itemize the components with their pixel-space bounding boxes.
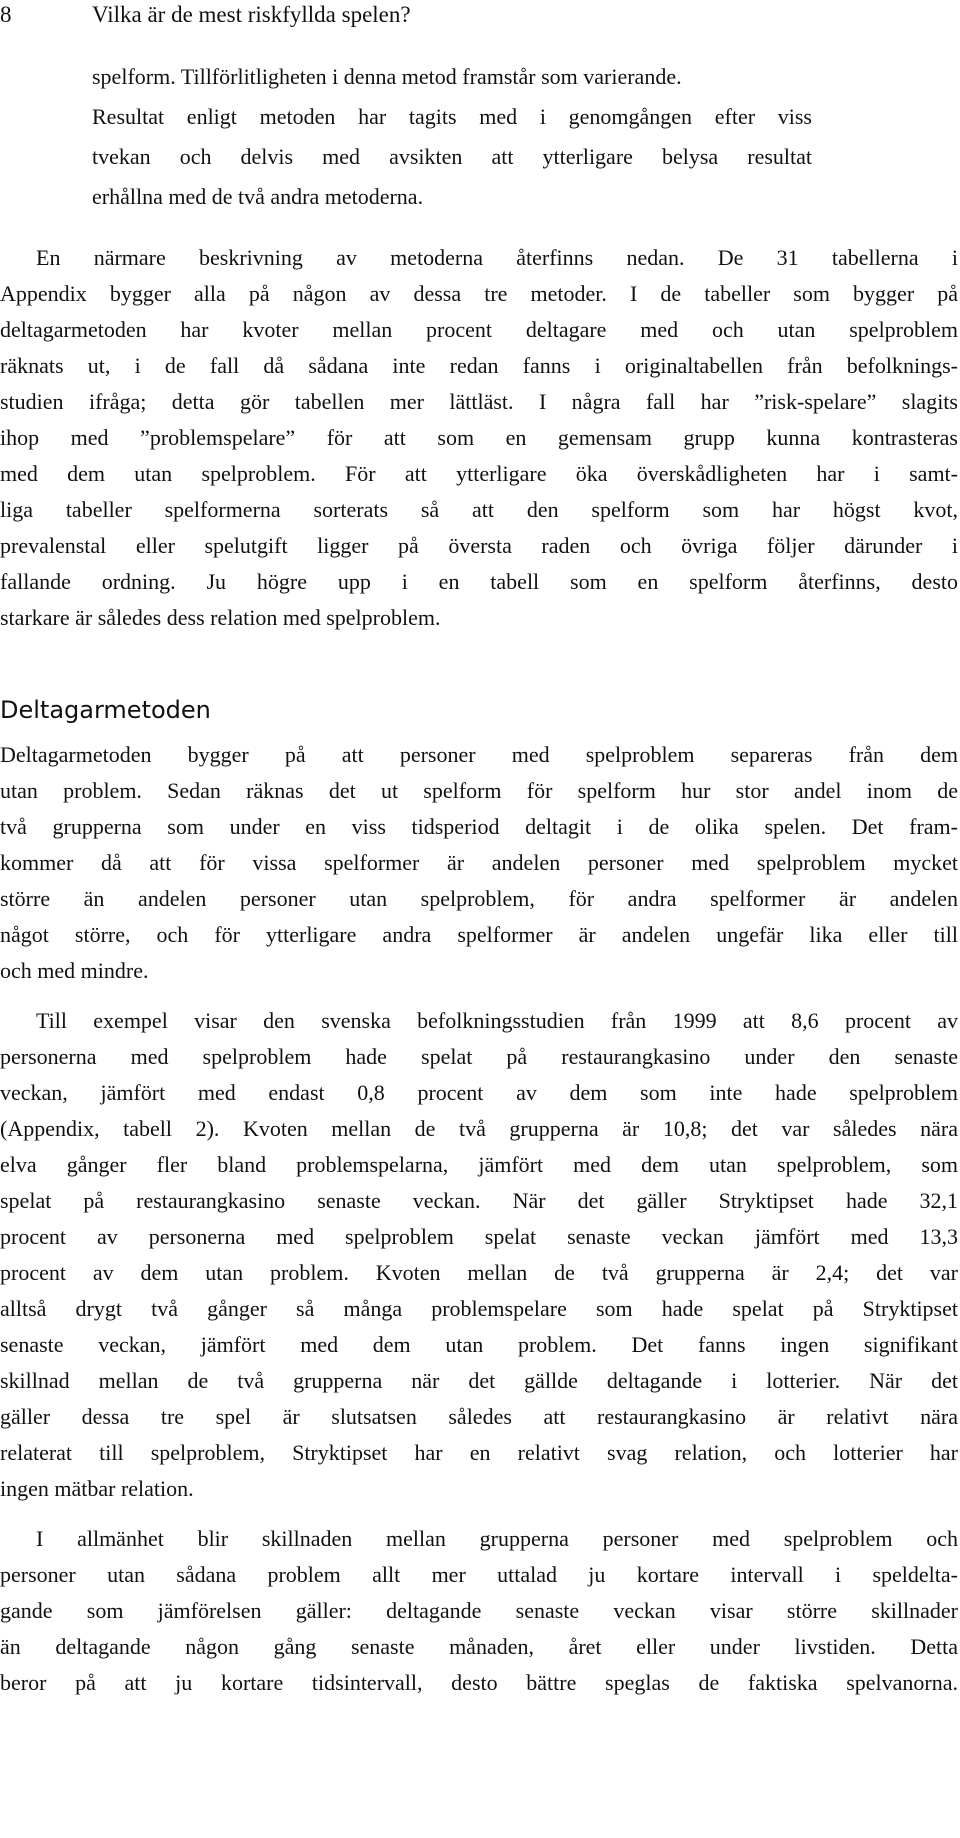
text-line: Appendix bygger alla på någon av dessa tre metoder. I de tabeller som bygger på <box>0 281 958 306</box>
text-line: En närmare beskrivning av metoderna återfinns nedan. De 31 tabellerna i <box>36 245 958 270</box>
text-line: spelform. Tillförlitligheten i denna metod framstår som varierande. <box>92 64 682 89</box>
text-line: liga tabeller spelformerna sorterats så att den spelform som har högst kvot, <box>0 497 958 522</box>
text-line: två grupperna som under en viss tidsperiod deltagit i de olika spelen. Det fram- <box>0 814 958 839</box>
text-line: än deltagande någon gång senaste månaden, året eller under livstiden. Detta <box>0 1634 958 1659</box>
text-line: med dem utan spelproblem. För att ytterligare öka överskådligheten har i samt- <box>0 461 958 486</box>
text-line: räknats ut, i de fall då sådana inte redan fanns i originaltabellen från befolknings- <box>0 353 958 378</box>
text-line: elva gånger fler bland problemspelarna, jämfört med dem utan spelproblem, som <box>0 1152 958 1177</box>
text-line: personer utan sådana problem allt mer uttalad ju kortare intervall i speldelta- <box>0 1562 958 1587</box>
text-line: Resultat enligt metoden har tagits med i genomgången efter viss <box>92 104 812 129</box>
text-line: spelat på restaurangkasino senaste veckan. När det gäller Stryktipset hade 32,1 <box>0 1188 958 1213</box>
text-line: erhållna med de två andra metoderna. <box>92 184 424 209</box>
section-heading: Deltagarmetoden <box>0 696 211 724</box>
text-line: och med mindre. <box>0 958 149 983</box>
text-line: senaste veckan, jämfört med dem utan problem. Det fanns ingen signifikant <box>0 1332 958 1357</box>
running-header <box>0 2 960 42</box>
text-line: studien ifråga; detta gör tabellen mer lättläst. I några fall har ”risk-spelare” slagits <box>0 389 958 414</box>
text-line: större än andelen personer utan spelproblem, för andra spelformer är andelen <box>0 886 958 911</box>
text-line: relaterat till spelproblem, Stryktipset har en relativt svag relation, och lotterier har <box>0 1440 958 1465</box>
text-line: gäller dessa tre spel är slutsatsen således att restaurangkasino är relativt nära <box>0 1404 958 1429</box>
text-line: prevalenstal eller spelutgift ligger på översta raden och övriga följer därunder i <box>0 533 958 558</box>
text-line: I allmänhet blir skillnaden mellan grupperna personer med spelproblem och <box>36 1526 958 1551</box>
text-line: procent av personerna med spelproblem spelat senaste veckan jämfört med 13,3 <box>0 1224 958 1249</box>
text-line: gande som jämförelsen gäller: deltagande senaste veckan visar större skillnader <box>0 1598 958 1623</box>
text-line: Deltagarmetoden bygger på att personer med spelproblem separeras från dem <box>0 742 958 767</box>
text-line: något större, och för ytterligare andra spelformer är andelen ungefär lika eller till <box>0 922 958 947</box>
text-line: starkare är således dess relation med spelproblem. <box>0 605 441 630</box>
text-line: kommer då att för vissa spelformer är andelen personer med spelproblem mycket <box>0 850 958 875</box>
text-line: utan problem. Sedan räknas det ut spelform för spelform hur stor andel inom de <box>0 778 958 803</box>
page-number: 8 <box>0 2 12 27</box>
text-line: Till exempel visar den svenska befolkningsstudien från 1999 att 8,6 procent av <box>36 1008 958 1033</box>
text-line: beror på att ju kortare tidsintervall, desto bättre speglas de faktiska spelvanorna. <box>0 1670 958 1695</box>
text-line: fallande ordning. Ju högre upp i en tabell som en spelform återfinns, desto <box>0 569 958 594</box>
text-line: skillnad mellan de två grupperna när det gällde deltagande i lotterier. När det <box>0 1368 958 1393</box>
text-line: (Appendix, tabell 2). Kvoten mellan de två grupperna är 10,8; det var således nära <box>0 1116 958 1141</box>
text-line: ingen mätbar relation. <box>0 1476 194 1501</box>
text-line: procent av dem utan problem. Kvoten mellan de två grupperna är 2,4; det var <box>0 1260 958 1285</box>
text-line: ihop med ”problemspelare” för att som en gemensam grupp kunna kontrasteras <box>0 425 958 450</box>
running-title: Vilka är de mest riskfyllda spelen? <box>92 2 411 27</box>
text-line: veckan, jämfört med endast 0,8 procent av dem som inte hade spelproblem <box>0 1080 958 1105</box>
text-line: tvekan och delvis med avsikten att ytterligare belysa resultat <box>92 144 812 169</box>
text-line: personerna med spelproblem hade spelat på restaurangkasino under den senaste <box>0 1044 958 1069</box>
text-line: deltagarmetoden har kvoter mellan procent deltagare med och utan spelproblem <box>0 317 958 342</box>
text-line: alltså drygt två gånger så många problemspelare som hade spelat på Stryktipset <box>0 1296 958 1321</box>
